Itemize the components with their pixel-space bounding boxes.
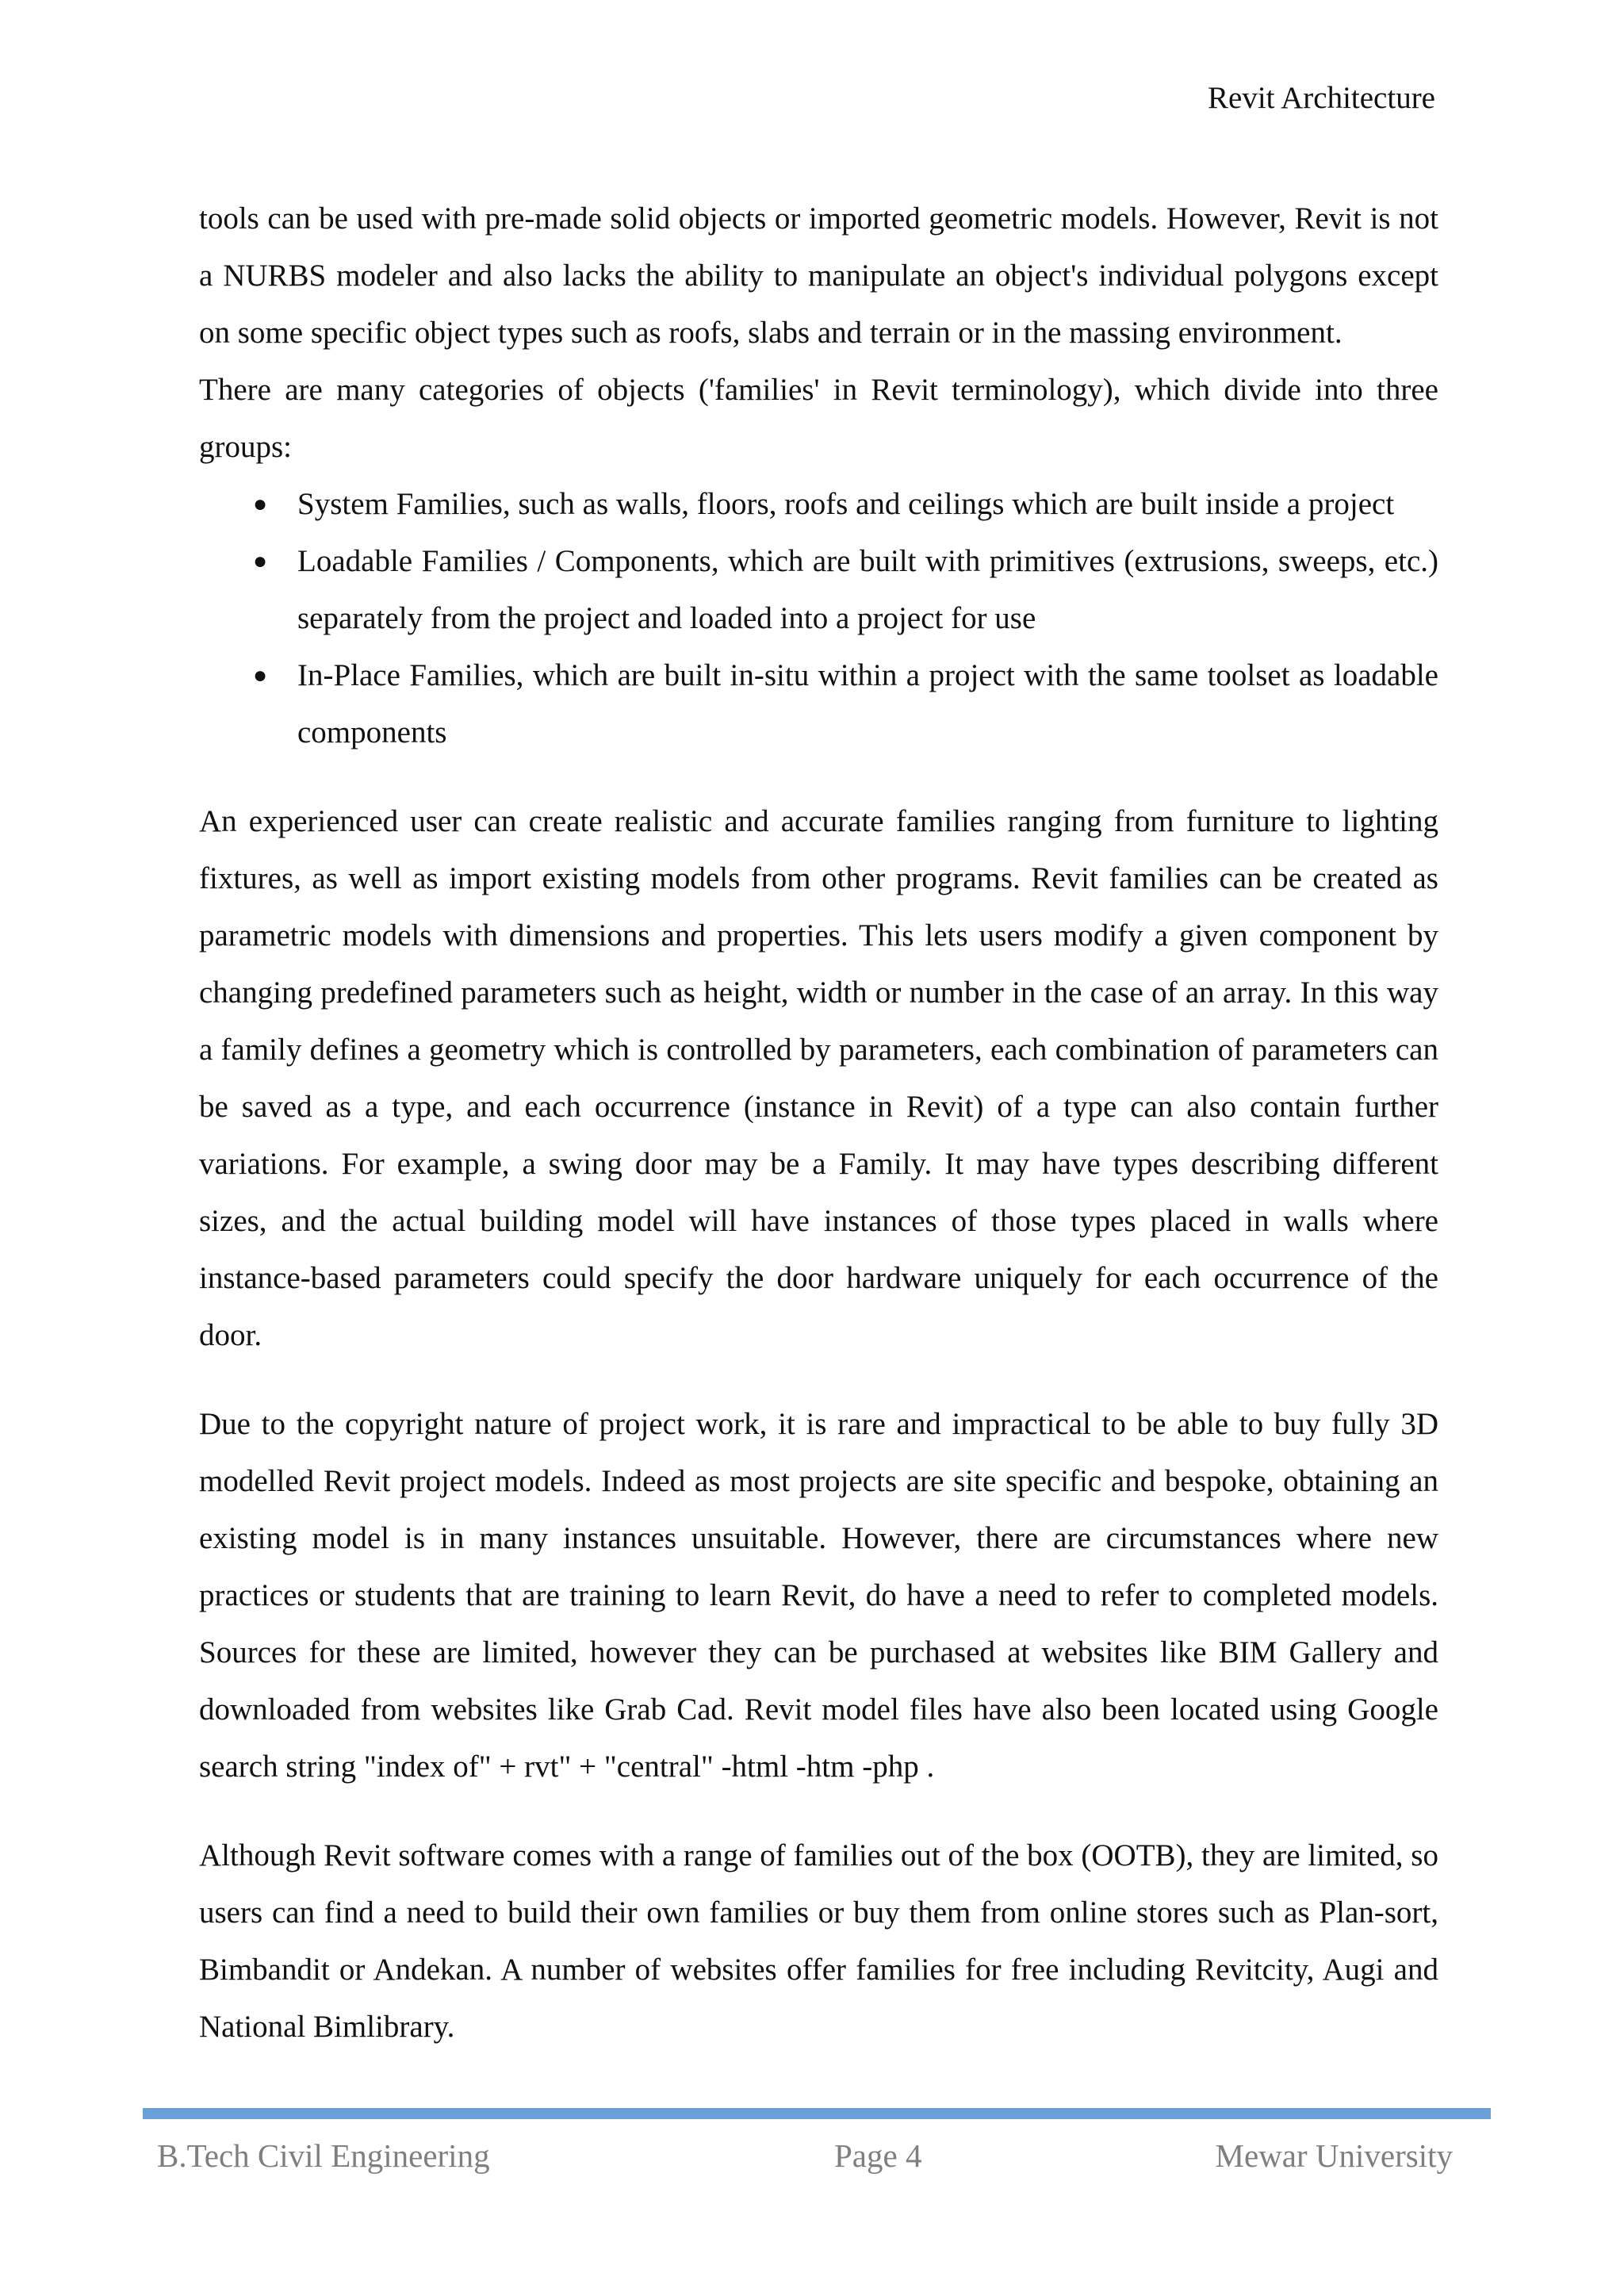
footer-divider — [143, 2108, 1491, 2119]
list-item-text: System Families, such as walls, floors, roofs and ceilings which are built inside a project — [297, 487, 1395, 521]
bullet-icon: ● — [253, 662, 268, 688]
footer-page-number: Page 4 — [834, 2137, 922, 2174]
list-item-text: In-Place Families, which are built in-situ within a project with the same toolset as loadable components — [297, 658, 1438, 749]
footer-university: Mewar University — [1215, 2137, 1453, 2174]
paragraph-4: Due to the copyright nature of project work, it is rare and impractical to be able to buy fully 3D modelled Revit project models. Indeed as most projects are site specific and bespoke, obtaining an existing model is in many instances unsuitable. However, there are circumstances where new practices or students that are training to learn Revit, do have a need to refer to completed models. Sources for these are limited, however they can be purchased at websites like BIM Gallery and downloaded from websites like Grab Cad. Revit model files have also been located using Google search string "index of" + rvt" + "central" -html -htm -php . — [199, 1407, 1438, 1784]
list-item — [199, 533, 1438, 647]
paragraph-1: tools can be used with pre-made solid objects or imported geometric models. However, Revit is not a NURBS modeler and also lacks the ability to manipulate an object's individual polygons except on some specific object types such as roofs, slabs and terrain or in the massing environment. — [199, 201, 1438, 350]
paragraph-2: There are many categories of objects ('families' in Revit terminology), which divide into three groups: — [199, 373, 1438, 464]
list-item — [199, 476, 1438, 533]
list-item-text: Loadable Families / Components, which are built with primitives (extrusions, sweeps, etc.) separately from the project and loaded into a project for use — [297, 544, 1438, 635]
list-item — [199, 647, 1438, 761]
paragraph-3: An experienced user can create realistic and accurate families ranging from furniture to lighting fixtures, as well as import existing models from other programs. Revit families can be created as parametric models with dimensions and properties. This lets users modify a given component by changing predefined parameters such as height, width or number in the case of an array. In this way a family defines a geometry which is controlled by parameters, each combination of parameters can be saved as a type, and each occurrence (instance in Revit) of a type can also contain further variations. For example, a swing door may be a Family. It may have types describing different sizes, and the actual building model will have instances of those types placed in walls where instance-based parameters could specify the door hardware uniquely for each occurrence of the door. — [199, 804, 1438, 1352]
bullet-icon: ● — [253, 548, 268, 574]
paragraph-5: Although Revit software comes with a range of families out of the box (OOTB), they are limited, so users can find a need to build their own families or buy them from online stores such as Plan-sort, Bimbandit or Andekan. A number of websites offer families for free including Revitcity, Augi and National Bimlibrary. — [199, 1838, 1438, 2044]
running-header-title: Revit Architecture — [1208, 81, 1435, 115]
footer-department: B.Tech Civil Engineering — [157, 2137, 490, 2174]
bullet-icon: ● — [253, 491, 268, 517]
page-body — [199, 190, 1438, 2056]
family-groups-list — [199, 476, 1438, 761]
